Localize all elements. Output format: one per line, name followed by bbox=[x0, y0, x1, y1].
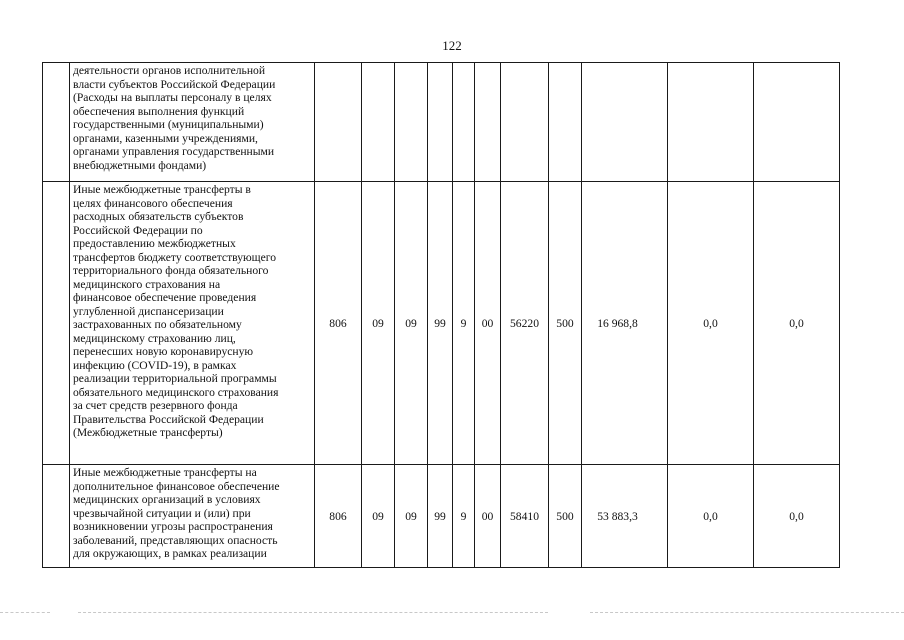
ministry-code: 806 bbox=[315, 465, 362, 568]
section-code: 09 bbox=[362, 182, 395, 465]
main-event-code bbox=[475, 63, 501, 182]
number-cell bbox=[43, 63, 70, 182]
number-cell bbox=[43, 465, 70, 568]
amount-year-3: 0,0 bbox=[754, 465, 840, 568]
subsection-code: 09 bbox=[395, 182, 428, 465]
subprogram-code bbox=[453, 63, 475, 182]
number-cell bbox=[43, 182, 70, 465]
subsection-code bbox=[395, 63, 428, 182]
amount-year-2: 0,0 bbox=[668, 465, 754, 568]
scan-artifact-line bbox=[78, 612, 548, 613]
amount-year-2 bbox=[668, 63, 754, 182]
amount-year-2: 0,0 bbox=[668, 182, 754, 465]
scan-artifact-line bbox=[0, 612, 50, 613]
ministry-code: 806 bbox=[315, 182, 362, 465]
row-description: Иные межбюджетные трансферты на дополнительное финансовое обеспечение медицинских организаций в условиях чрезвычайной ситуации и (или) при возникновении угрозы распространения заболеваний, представляющих опасность для окружающих, в рамках реализации bbox=[70, 465, 315, 568]
expense-type-code: 500 bbox=[549, 182, 582, 465]
direction-code: 58410 bbox=[501, 465, 549, 568]
amount-year-1: 16 968,8 bbox=[582, 182, 668, 465]
budget-table bbox=[42, 62, 840, 568]
section-code bbox=[362, 63, 395, 182]
expense-type-code bbox=[549, 63, 582, 182]
program-code: 99 bbox=[428, 182, 453, 465]
scan-artifact-line bbox=[590, 612, 904, 613]
row-description: Иные межбюджетные трансферты в целях финансового обеспечения расходных обязательств субъектов Российской Федерации по предоставлению межбюджетных трансфертов бюджету соответствующего территориального фонда обязательного медицинского страхования на финансовое обеспечение проведения углубленной диспансеризации застрахованных по обязательному медицинскому страхованию лиц, перенесших новую коронавирусную инфекцию (COVID-19), в рамках реализации территориальной программы обязательного медицинского страхования за счет средств резервного фонда Правительства Российской Федерации (Межбюджетные трансферты) bbox=[70, 182, 315, 465]
table-row bbox=[43, 63, 840, 182]
amount-year-1: 53 883,3 bbox=[582, 465, 668, 568]
program-code: 99 bbox=[428, 465, 453, 568]
section-code: 09 bbox=[362, 465, 395, 568]
subsection-code: 09 bbox=[395, 465, 428, 568]
row-description: деятельности органов исполнительной власти субъектов Российской Федерации (Расходы на выплаты персоналу в целях обеспечения выполнения функций государственными (муниципальными) органами, казенными учреждениями, органами управления государственными внебюджетными фондами) bbox=[70, 63, 315, 182]
page-number: 122 bbox=[442, 38, 462, 53]
table-row bbox=[43, 465, 840, 568]
amount-year-3 bbox=[754, 63, 840, 182]
ministry-code bbox=[315, 63, 362, 182]
direction-code bbox=[501, 63, 549, 182]
direction-code: 56220 bbox=[501, 182, 549, 465]
amount-year-3: 0,0 bbox=[754, 182, 840, 465]
expense-type-code: 500 bbox=[549, 465, 582, 568]
program-code bbox=[428, 63, 453, 182]
main-event-code: 00 bbox=[475, 182, 501, 465]
amount-year-1 bbox=[582, 63, 668, 182]
main-event-code: 00 bbox=[475, 465, 501, 568]
table-row bbox=[43, 182, 840, 465]
subprogram-code: 9 bbox=[453, 465, 475, 568]
subprogram-code: 9 bbox=[453, 182, 475, 465]
